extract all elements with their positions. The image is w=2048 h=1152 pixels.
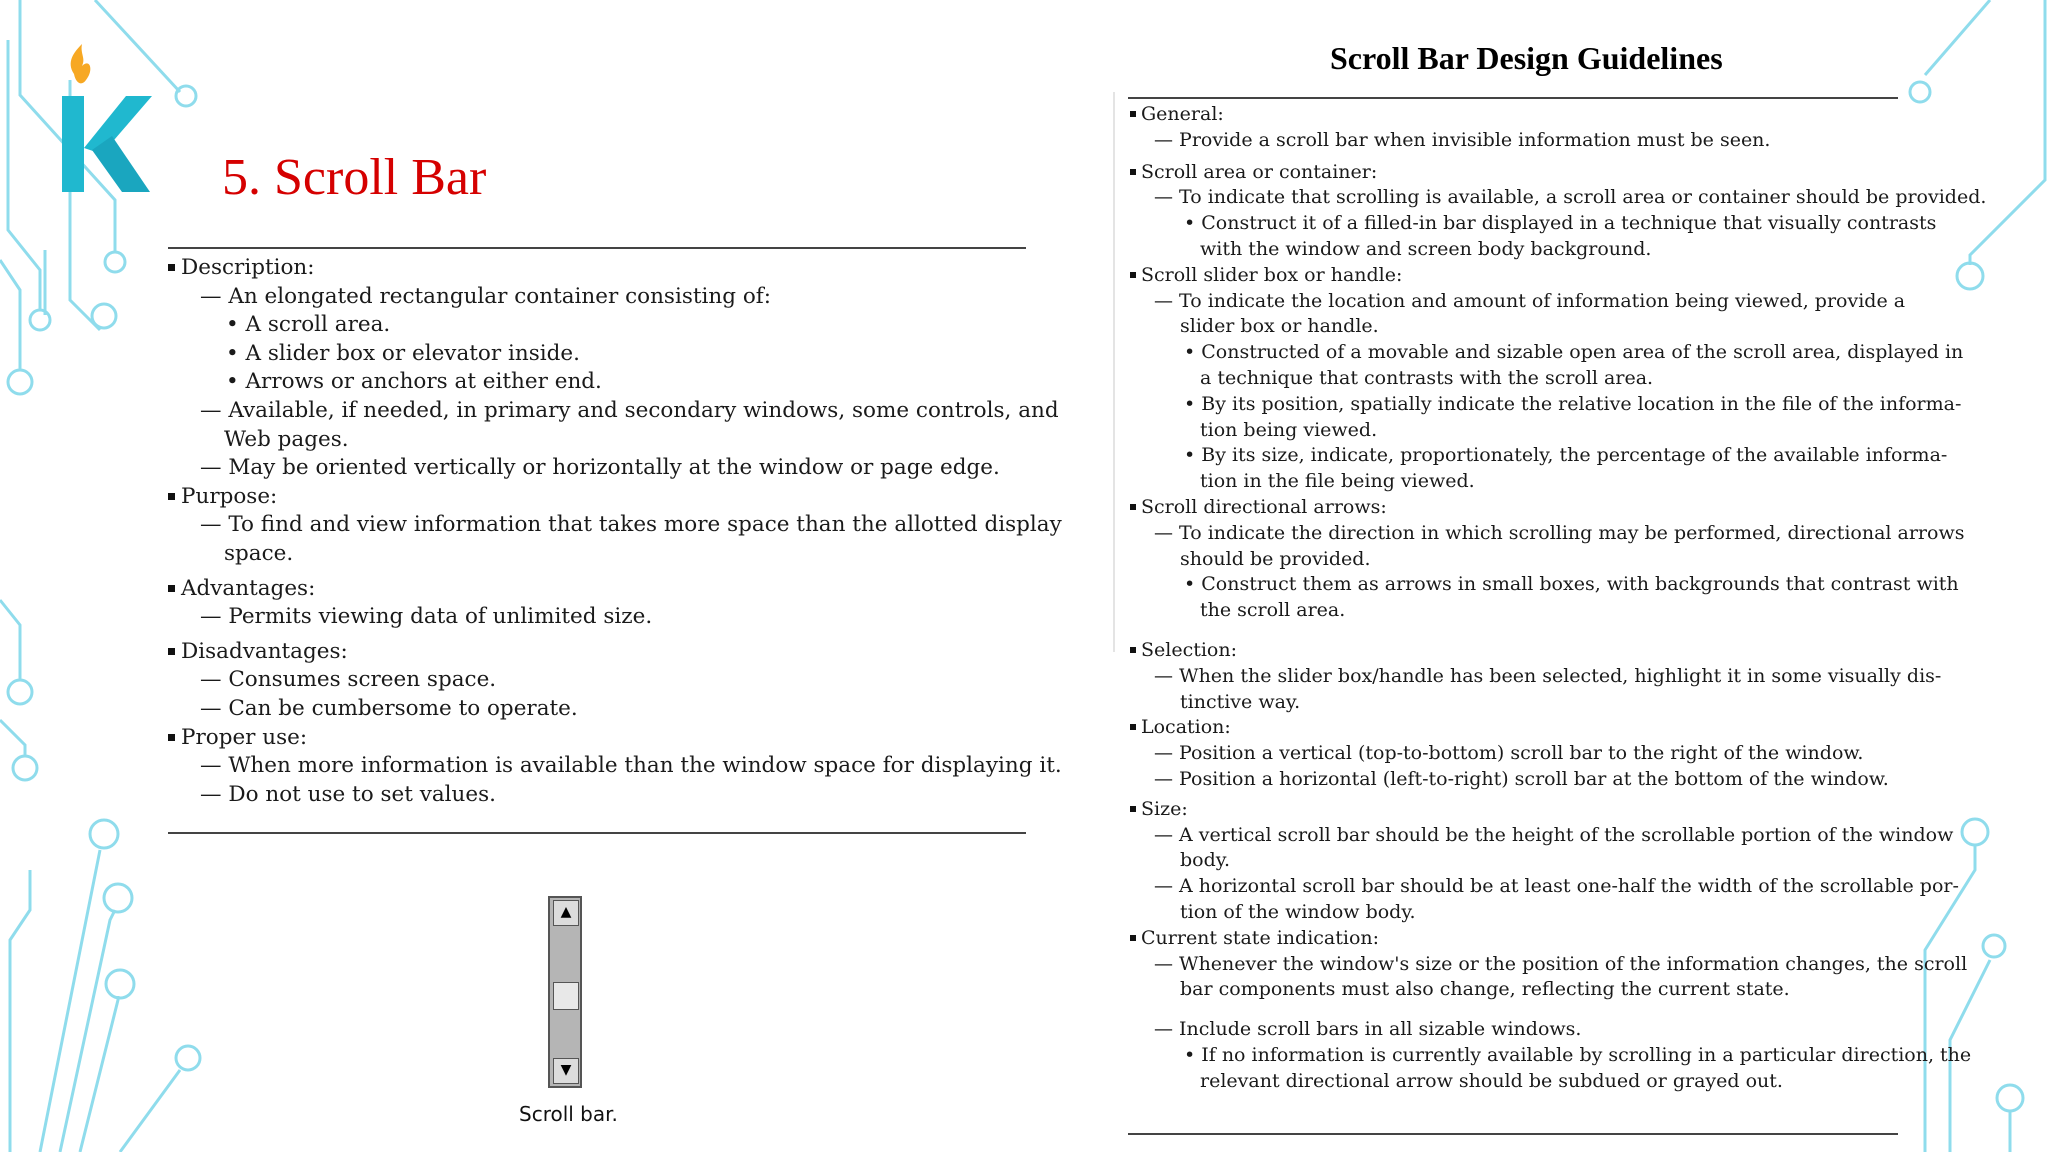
scroll-bar-illustration (548, 896, 582, 1088)
advantages-item: — Permits viewing data of unlimited size. (200, 604, 653, 630)
left-bottom-rule (168, 832, 1026, 834)
slider-item: a technique that contrasts with the scroll area. (1200, 366, 1654, 389)
slider-item: tion being viewed. (1200, 418, 1378, 441)
current-state-heading: Current state indication: (1130, 926, 1930, 952)
disadvantages-heading: Disadvantages: (168, 638, 1028, 667)
proper-use-item: — Do not use to set values. (200, 781, 496, 807)
scroll-area-item: • Construct it of a filled-in bar displayed in a technique that visually contrasts (1184, 212, 1937, 235)
size-item: tion of the window body. (1180, 900, 1416, 923)
purpose-heading: Purpose: (168, 483, 1028, 512)
current-state-item: — Whenever the window's size or the position of the information changes, the scroll (1154, 952, 1968, 975)
arrows-item: the scroll area. (1200, 599, 1346, 622)
scroll-bar-caption: Scroll bar. (519, 1102, 618, 1126)
up-arrow-icon: ▲ (553, 900, 579, 926)
slider-box (553, 982, 579, 1010)
description-heading: Description: (168, 254, 1028, 283)
right-bottom-rule (1128, 1133, 1898, 1135)
location-item: — Position a vertical (top-to-bottom) scroll bar to the right of the window. (1154, 742, 1864, 765)
arrows-item: — To indicate the direction in which scrolling may be performed, directional arrows (1154, 521, 1965, 544)
down-arrow-icon: ▼ (553, 1058, 579, 1084)
panel-divider (1113, 92, 1115, 652)
guidelines-title: Scroll Bar Design Guidelines (1330, 40, 1723, 76)
scroll-area-heading: Scroll area or container: (1130, 160, 1930, 186)
location-item: — Position a horizontal (left-to-right) scroll bar at the bottom of the window. (1154, 767, 1889, 790)
slider-heading: Scroll slider box or handle: (1130, 263, 1930, 289)
proper-use-heading: Proper use: (168, 724, 1028, 753)
description-item: • A slider box or elevator inside. (226, 340, 580, 366)
description-item: • A scroll area. (226, 312, 391, 338)
disadvantages-item: — Can be cumbersome to operate. (200, 695, 578, 721)
slider-item: slider box or handle. (1180, 315, 1379, 338)
general-item: — Provide a scroll bar when invisible information must be seen. (1154, 128, 1771, 151)
slider-item: tion in the file being viewed. (1200, 470, 1475, 493)
guidelines-panel (1130, 102, 1987, 1094)
include-item: relevant directional arrow should be subdued or grayed out. (1200, 1069, 1783, 1092)
description-item: Web pages. (224, 426, 349, 452)
slider-item: • Constructed of a movable and sizable open area of the scroll area, displayed in (1184, 341, 1964, 364)
description-item: — May be oriented vertically or horizontally at the window or page edge. (200, 455, 1000, 481)
arrows-item: should be provided. (1180, 547, 1371, 570)
purpose-item: space. (224, 540, 294, 566)
left-content-panel (168, 254, 1062, 809)
selection-item: tinctive way. (1180, 690, 1301, 713)
description-item: • Arrows or anchors at either end. (226, 369, 602, 395)
description-item: — Available, if needed, in primary and secondary windows, some controls, and (200, 397, 1059, 423)
purpose-item: — To find and view information that takes more space than the allotted display (200, 512, 1062, 538)
selection-heading: Selection: (1130, 638, 1930, 664)
include-item: — Include scroll bars in all sizable windows. (1154, 1018, 1582, 1041)
arrows-item: • Construct them as arrows in small boxes, with backgrounds that contrast with (1184, 573, 1959, 596)
company-logo (52, 44, 152, 194)
selection-item: — When the slider box/handle has been selected, highlight it in some visually dis- (1154, 664, 1942, 687)
location-heading: Location: (1130, 715, 1930, 741)
size-item: body. (1180, 849, 1231, 872)
disadvantages-item: — Consumes screen space. (200, 667, 497, 693)
right-top-rule (1128, 97, 1898, 99)
flame-icon (71, 44, 91, 83)
include-item: • If no information is currently available by scrolling in a particular direction, the (1184, 1043, 1972, 1066)
slide-title: 5. Scroll Bar (222, 149, 487, 206)
size-item: — A horizontal scroll bar should be at least one-half the width of the scrollable por- (1154, 875, 1959, 898)
advantages-heading: Advantages: (168, 575, 1028, 604)
slider-item: • By its size, indicate, proportionately, the percentage of the available informa- (1184, 444, 1948, 467)
arrows-heading: Scroll directional arrows: (1130, 495, 1930, 521)
general-heading: General: (1130, 102, 1930, 128)
proper-use-item: — When more information is available than the window space for displaying it. (200, 753, 1062, 779)
slider-item: • By its position, spatially indicate the relative location in the file of the informa- (1184, 392, 1962, 415)
description-item: — An elongated rectangular container consisting of: (200, 283, 771, 309)
scroll-area-item: with the window and screen body background. (1200, 237, 1652, 260)
left-top-rule (168, 247, 1026, 249)
scroll-area-item: — To indicate that scrolling is available, a scroll area or container should be provided. (1154, 186, 1987, 209)
slider-item: — To indicate the location and amount of information being viewed, provide a (1154, 289, 1906, 312)
current-state-item: bar components must also change, reflecting the current state. (1180, 978, 1790, 1001)
size-heading: Size: (1130, 797, 1930, 823)
size-item: — A vertical scroll bar should be the height of the scrollable portion of the window (1154, 823, 1954, 846)
